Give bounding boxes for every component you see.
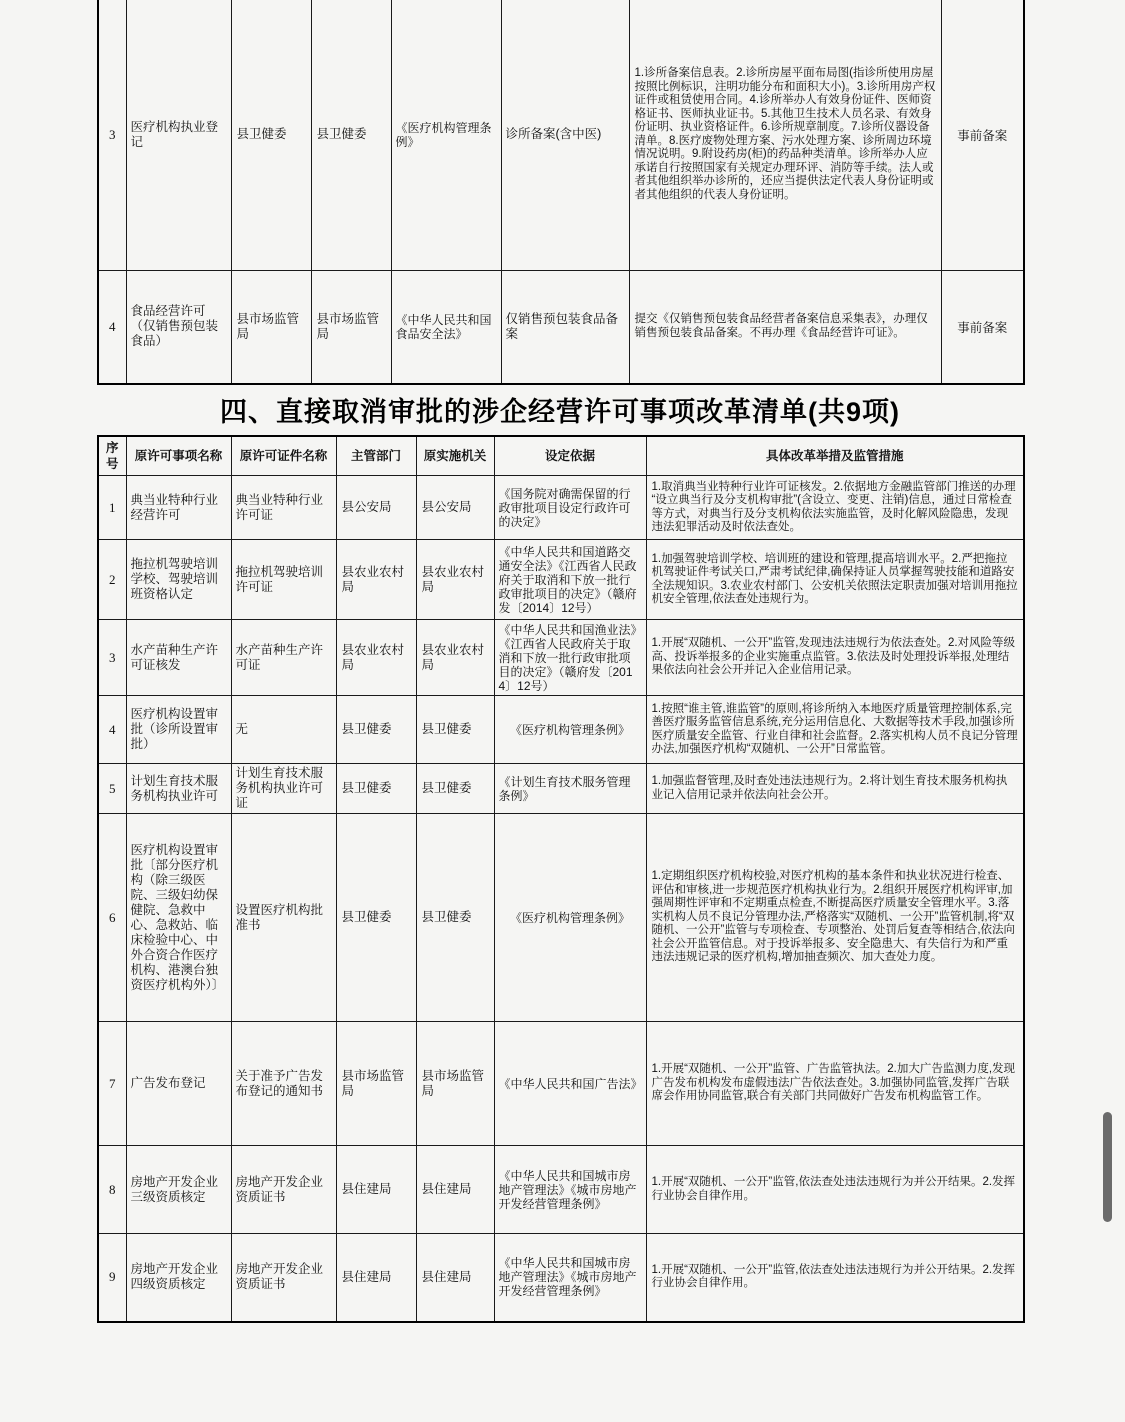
cell-legal-basis: 《计划生育技术服务管理条例》 bbox=[494, 764, 646, 814]
table-row bbox=[98, 620, 1024, 696]
cell-impl-org: 县卫健委 bbox=[416, 814, 494, 1022]
table-row bbox=[98, 476, 1024, 540]
cell-item-name: 拖拉机驾驶培训学校、驾驶培训班资格认定 bbox=[126, 540, 231, 620]
cell-cert-name: 典当业特种行业许可证 bbox=[231, 476, 336, 540]
table-row bbox=[98, 1146, 1024, 1234]
cell-legal-basis: 《中华人民共和国食品安全法》 bbox=[391, 270, 501, 384]
cell-measures: 1.按照“谁主管,谁监管”的原则,将诊所纳入本地医疗质量管理控制体系,完善医疗服务监管信息系统,充分运用信息化、大数据等技术手段,加强诊所医疗质量安全监管、行业自律和社会监督。2.落实机构人员不良记分管理办法,加强医疗机构“双随机、一公开”日常监管。 bbox=[646, 696, 1024, 764]
document-content bbox=[97, 0, 1023, 1323]
cell-item-name: 计划生育技术服务机构执业许可 bbox=[126, 764, 231, 814]
cancelled-approvals-table bbox=[97, 435, 1025, 1323]
cell-measures: 1.开展“双随机、一公开”监管、广告监管执法。2.加大广告监测力度,发现广告发布机构发布虚假违法广告依法查处。3.加强协同监管,发挥广告联席会作用协同监管,联合有关部门共同做好广告发布机构监管工作。 bbox=[646, 1022, 1024, 1146]
cell-legal-basis: 《中华人民共和国城市房地产管理法》《城市房地产开发经营管理条例》 bbox=[494, 1146, 646, 1234]
cell-legal-basis: 《医疗机构管理条例》 bbox=[494, 696, 646, 764]
table-row bbox=[98, 814, 1024, 1022]
cell-legal-basis: 《中华人民共和国广告法》 bbox=[494, 1022, 646, 1146]
cell-cert-name: 计划生育技术服务机构执业许可证 bbox=[231, 764, 336, 814]
cell-filing-mode: 事前备案 bbox=[941, 270, 1024, 384]
cell-item-name: 广告发布登记 bbox=[126, 1022, 231, 1146]
cell-cert-name: 拖拉机驾驶培训许可证 bbox=[231, 540, 336, 620]
header-seq: 序号 bbox=[98, 436, 126, 476]
cell-impl-org: 县住建局 bbox=[416, 1146, 494, 1234]
cell-measures: 1.定期组织医疗机构校验,对医疗机构的基本条件和执业状况进行检查、评估和审核,进一步规范医疗机构执业行为。2.组织开展医疗机构评审,加强周期性评审和不定期重点检查,不断提高医疗质量安全管理水平。3.落实机构人员不良记分管理办法,严格落实“双随机、一公开”监管机制,将“双随机、一公开”监管与专项检查、专项整治、处罚后复查等相结合,依法向社会公开监管信息。对于投诉举报多、安全隐患大、有失信行为和严重违法违规记录的医疗机构,增加抽查频次、加大查处力度。 bbox=[646, 814, 1024, 1022]
cell-seq: 4 bbox=[98, 696, 126, 764]
cell-measures: 1.取消典当业特种行业许可证核发。2.依据地方金融监管部门推送的办理“设立典当行及分支机构审批”(含设立、变更、注销)信息，通过日常检查等方式，对典当行及分支机构依法实施监管，及时化解风险隐患，发现违法犯罪活动及时依法查处。 bbox=[646, 476, 1024, 540]
cell-item-name: 房地产开发企业四级资质核定 bbox=[126, 1234, 231, 1322]
cell-legal-basis: 《中华人民共和国渔业法》《江西省人民政府关于取消和下放一批行政审批项目的决定》（赣府发〔2014〕12号） bbox=[494, 620, 646, 696]
cell-seq: 3 bbox=[98, 0, 126, 270]
cell-seq: 4 bbox=[98, 270, 126, 384]
cell-impl-org: 县卫健委 bbox=[416, 696, 494, 764]
cell-measures: 1.开展“双随机、一公开”监管,依法查处违法违规行为并公开结果。2.发挥行业协会自律作用。 bbox=[646, 1234, 1024, 1322]
cell-seq: 9 bbox=[98, 1234, 126, 1322]
cell-changed-to: 仅销售预包装食品备案 bbox=[501, 270, 629, 384]
section-title: 四、直接取消审批的涉企经营许可事项改革清单(共9项) bbox=[220, 397, 900, 427]
cell-dept: 县卫健委 bbox=[231, 0, 311, 270]
cell-dept: 县公安局 bbox=[336, 476, 416, 540]
header-measures: 具体改革举措及监管措施 bbox=[646, 436, 1024, 476]
table-row bbox=[98, 1234, 1024, 1322]
cell-measures: 1.开展“双随机、一公开”监管,发现违法违规行为依法查处。2.对风险等级高、投诉举报多的企业实施重点监管。3.依法及时处理投诉举报,处理结果依法向社会公开并记入企业信用记录。 bbox=[646, 620, 1024, 696]
cell-dept: 县市场监管局 bbox=[231, 270, 311, 384]
table-row bbox=[98, 696, 1024, 764]
cell-impl-org: 县市场监管局 bbox=[311, 270, 391, 384]
header-impl: 原实施机关 bbox=[416, 436, 494, 476]
cell-seq: 8 bbox=[98, 1146, 126, 1234]
cell-dept: 县卫健委 bbox=[336, 696, 416, 764]
cell-legal-basis: 《国务院对确需保留的行政审批项目设定行政许可的决定》 bbox=[494, 476, 646, 540]
cell-seq: 5 bbox=[98, 764, 126, 814]
table-row bbox=[98, 764, 1024, 814]
cell-dept: 县农业农村局 bbox=[336, 620, 416, 696]
cell-legal-basis: 《中华人民共和国道路交通安全法》《江西省人民政府关于取消和下放一批行政审批项目的决定》（赣府发〔2014〕12号） bbox=[494, 540, 646, 620]
cell-impl-org: 县市场监管局 bbox=[416, 1022, 494, 1146]
cell-measures: 1.开展“双随机、一公开”监管,依法查处违法违规行为并公开结果。2.发挥行业协会自律作用。 bbox=[646, 1146, 1024, 1234]
cell-cert-name: 关于准予广告发布登记的通知书 bbox=[231, 1022, 336, 1146]
cell-impl-org: 县卫健委 bbox=[416, 764, 494, 814]
cell-dept: 县住建局 bbox=[336, 1234, 416, 1322]
cell-seq: 3 bbox=[98, 620, 126, 696]
cell-measures: 1.加强监督管理,及时查处违法违规行为。2.将计划生育技术服务机构执业记入信用记录并依法向社会公开。 bbox=[646, 764, 1024, 814]
cell-seq: 7 bbox=[98, 1022, 126, 1146]
cell-cert-name: 房地产开发企业资质证书 bbox=[231, 1234, 336, 1322]
cell-seq: 1 bbox=[98, 476, 126, 540]
cell-legal-basis: 《医疗机构管理条例》 bbox=[494, 814, 646, 1022]
table-row bbox=[98, 1022, 1024, 1146]
cell-item-name: 医疗机构执业登记 bbox=[126, 0, 231, 270]
cell-item-name: 水产苗种生产许可证核发 bbox=[126, 620, 231, 696]
cell-dept: 县市场监管局 bbox=[336, 1022, 416, 1146]
table-header-row bbox=[98, 436, 1024, 476]
header-basis: 设定依据 bbox=[494, 436, 646, 476]
cell-item-name: 房地产开发企业三级资质核定 bbox=[126, 1146, 231, 1234]
cell-changed-to: 诊所备案(含中医) bbox=[501, 0, 629, 270]
cell-seq: 6 bbox=[98, 814, 126, 1022]
header-dept: 主管部门 bbox=[336, 436, 416, 476]
reform-table-continued bbox=[97, 0, 1025, 385]
cell-filing-mode: 事前备案 bbox=[941, 0, 1024, 270]
cell-measures: 提交《仅销售预包装食品经营者备案信息采集表》，办理仅销售预包装食品备案。不再办理《食品经营许可证》。 bbox=[629, 270, 941, 384]
scrollbar-thumb[interactable] bbox=[1103, 1112, 1112, 1222]
cell-dept: 县住建局 bbox=[336, 1146, 416, 1234]
cell-dept: 县卫健委 bbox=[336, 764, 416, 814]
cell-item-name: 典当业特种行业经营许可 bbox=[126, 476, 231, 540]
cell-item-name: 食品经营许可（仅销售预包装食品） bbox=[126, 270, 231, 384]
cell-item-name: 医疗机构设置审批（诊所设置审批） bbox=[126, 696, 231, 764]
cell-cert-name: 房地产开发企业资质证书 bbox=[231, 1146, 336, 1234]
header-item: 原许可事项名称 bbox=[126, 436, 231, 476]
cell-item-name: 医疗机构设置审批〔部分医疗机构（除三级医院、三级妇幼保健院、急救中心、急救站、临床检验中心、中外合资合作医疗机构、港澳台独资医疗机构外）〕 bbox=[126, 814, 231, 1022]
table-row bbox=[98, 540, 1024, 620]
cell-cert-name: 水产苗种生产许可证 bbox=[231, 620, 336, 696]
cell-cert-name: 设置医疗机构批准书 bbox=[231, 814, 336, 1022]
cell-dept: 县农业农村局 bbox=[336, 540, 416, 620]
cell-cert-name: 无 bbox=[231, 696, 336, 764]
cell-impl-org: 县卫健委 bbox=[311, 0, 391, 270]
cell-legal-basis: 《中华人民共和国城市房地产管理法》《城市房地产开发经营管理条例》 bbox=[494, 1234, 646, 1322]
cell-seq: 2 bbox=[98, 540, 126, 620]
table-row bbox=[98, 270, 1024, 384]
cell-impl-org: 县住建局 bbox=[416, 1234, 494, 1322]
cell-measures: 1.诊所备案信息表。2.诊所房屋平面布局图(指诊所使用房屋按照比例标识，注明功能分布和面积大小)。3.诊所用房产权证件或租赁使用合同。4.诊所举办人有效身份证件、医师资格证书、医师执业证书。5.其他卫生技术人员名录、有效身份证明、执业资格证件。6.诊所规章制度。7.诊所仪器设备清单。8.医疗废物处理方案、污水处理方案、诊所周边环境情况说明。9.附设药房(柜)的药品种类清单。诊所举办人应承诺自行按照国家有关规定办理环评、消防等手续。法人或者其他组织举办诊所的，还应当提供法定代表人身份证明或者其他组织的代表人身份证明。 bbox=[629, 0, 941, 270]
cell-measures: 1.加强驾驶培训学校、培训班的建设和管理,提高培训水平。2.严把拖拉机驾驶证件考试关口,严肃考试纪律,确保持证人员掌握驾驶技能和道路安全法规知识。3.农业农村部门、公安机关依照法定职责加强对培训用拖拉机安全管理,依法查处违规行为。 bbox=[646, 540, 1024, 620]
cell-impl-org: 县公安局 bbox=[416, 476, 494, 540]
cell-legal-basis: 《医疗机构管理条例》 bbox=[391, 0, 501, 270]
cell-impl-org: 县农业农村局 bbox=[416, 540, 494, 620]
cell-dept: 县卫健委 bbox=[336, 814, 416, 1022]
cell-impl-org: 县农业农村局 bbox=[416, 620, 494, 696]
header-cert: 原许可证件名称 bbox=[231, 436, 336, 476]
table-row bbox=[98, 0, 1024, 270]
